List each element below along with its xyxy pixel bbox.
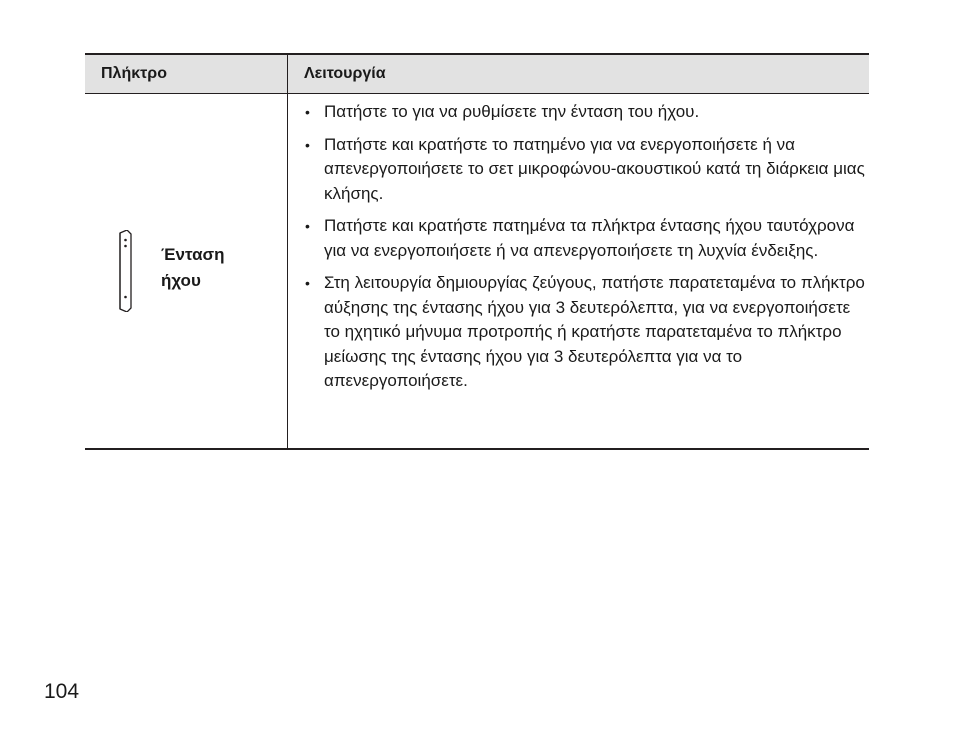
volume-key-icon — [115, 230, 133, 312]
page-number: 104 — [44, 680, 80, 703]
function-list — [304, 100, 865, 394]
list-item: • Πατήστε και κρατήστε πατημένα τα πλήκτρα έντασης ήχου ταυτόχρονα για να ενεργοποιήσετε ή να απενεργοποιήσετε τη λυχνία ένδειξης. — [304, 214, 865, 263]
header-key: Πλήκτρο — [85, 54, 288, 94]
key-label: Ένταση ήχου — [161, 245, 225, 290]
list-item: • Πατήστε το για να ρυθμίσετε την ένταση του ήχου. — [304, 100, 865, 125]
key-cell — [85, 94, 288, 450]
key-function-table — [85, 53, 869, 450]
header-function: Λειτουργία — [288, 54, 870, 94]
function-cell — [288, 94, 870, 450]
key-descriptor — [115, 230, 251, 312]
table-header-row — [85, 54, 869, 94]
table-row — [85, 94, 869, 450]
list-item: • Στη λειτουργία δημιουργίας ζεύγους, πατήστε παρατεταμένα το πλήκτρο αύξησης της έντασης ήχου για 3 δευτερόλεπτα, για να ενεργοποιήσετε το ηχητικό μήνυμα προτροπής ή κρατήστε παρατεταμένα το πλήκτρο μείωσης της έντασης ήχου για 3 δευτερόλεπτα για να το απενεργοποιήσετε. — [304, 271, 865, 394]
list-item: • Πατήστε και κρατήστε το πατημένο για να ενεργοποιήσετε ή να απενεργοποιήσετε το σετ μικροφώνου-ακουστικού κατά τη διάρκεια μιας κλήσης. — [304, 133, 865, 207]
